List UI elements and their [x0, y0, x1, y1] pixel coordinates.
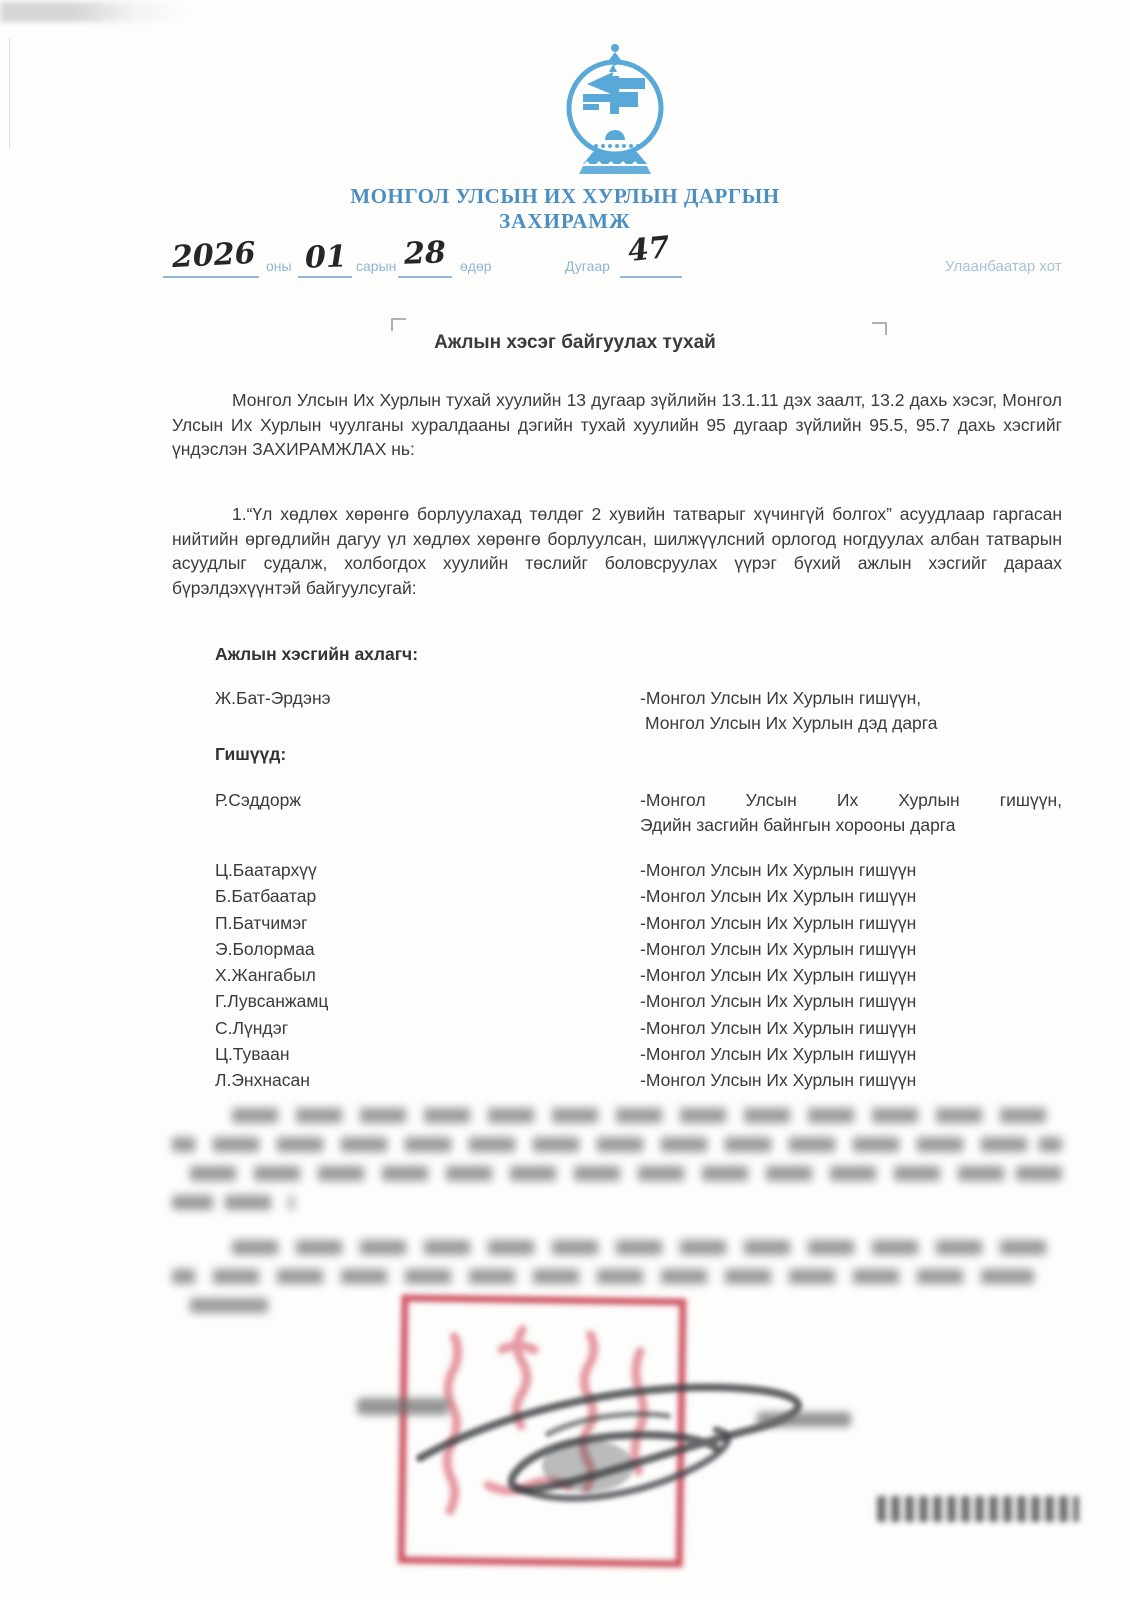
scan-smudge — [0, 2, 190, 22]
lead-heading: Ажлын хэсгийн ахлагч: — [215, 644, 419, 664]
member-role: -Монгол Улсын Их Хурлын гишүүн — [640, 965, 917, 986]
member-role: -Монгол Улсын Их Хурлын гишүүн — [640, 1044, 917, 1065]
member-row — [215, 860, 1062, 886]
member-role: -Монгол Улсын Их Хурлын гишүүн — [640, 1070, 917, 1091]
blurred-text-line — [232, 1240, 1062, 1255]
blurred-text-line — [172, 1137, 1062, 1152]
member-name: Э.Болормаа — [215, 938, 315, 959]
handwritten-month: 01 — [304, 239, 348, 276]
blurred-registry-number — [877, 1496, 1079, 1522]
document-title — [0, 184, 1130, 234]
mongolia-state-emblem-icon — [553, 40, 677, 182]
handwritten-number: 47 — [626, 229, 672, 270]
city-label: Улаанбаатар хот — [945, 258, 1062, 275]
scan-edge-artifact — [9, 38, 10, 148]
member-name: Ц.Туваан — [215, 1044, 290, 1065]
resolution-clause-2-blurred — [172, 1108, 1062, 1224]
member-row — [215, 1070, 1062, 1096]
member-name: Л.Энхнасан — [215, 1070, 310, 1091]
member-role: -Монгол Улсын Их Хурлын гишүүн — [640, 1017, 917, 1038]
member-row — [215, 965, 1062, 991]
paragraph-clause-1: 1.“Үл хөдлөх хөрөнгө борлуулахад төлдөг 2 хувийн татварыг хүчингүй болгох” асуудлаар гаргасан нийтийн өргөдлийн дагуу үл хөдлөх хөрөнгө борлуулсан, шилжүүлсний орлогод ногдуулах албан татварын асуудлыг судалж, холбогдох хуулийн төслийг боловсруулах үүрэг бүхий ажлын хэсгийг дараах бүрэлдэхүүнтэй байгуулсугай: — [172, 504, 1062, 598]
blurred-signer-name — [757, 1412, 851, 1427]
member-row — [215, 1044, 1062, 1070]
document-title-line2: ЗАХИРАМЖ — [499, 209, 631, 233]
member-role: -Монгол Улсын Их Хурлын гишүүн — [640, 860, 917, 880]
lead-name: Ж.Бат-Эрдэнэ — [215, 688, 331, 708]
members-heading: Гишүүд: — [215, 744, 287, 764]
member-role: -Монгол Улсын Их Хурлын гишүүн — [640, 886, 917, 907]
member-name: П.Батчимэг — [215, 912, 308, 933]
member-role: -Монгол Улсын Их Хурлын гишүүн — [640, 912, 917, 933]
paragraph-legal-basis: Монгол Улсын Их Хурлын тухай хуулийн 13 дугаар зүйлийн 13.1.11 дэх заалт, 13.2 дахь хэсэг, Монгол Улсын Их Хурлын чуулганы хуралдааны дэгийн тухай хуулийн 95 дугаар зүйлийн 95.5, 95.7 дахь хэсгийг үндэслэн ЗАХИРАМЖЛАХ нь: — [172, 390, 1062, 459]
number-label: Дугаар — [565, 258, 610, 274]
handwritten-signature-icon — [398, 1338, 850, 1538]
day-blank-line — [398, 276, 452, 278]
blurred-text-line — [172, 1195, 294, 1210]
lead-row — [215, 686, 1062, 736]
member-role: -Монгол Улсын Их Хурлын гишүүн — [640, 938, 917, 959]
member-name: Б.Батбаатар — [215, 886, 317, 907]
year-label: оны — [266, 258, 292, 274]
blurred-text-line — [232, 1108, 1062, 1123]
member-row — [215, 991, 1062, 1017]
document-title-line1: МОНГОЛ УЛСЫН ИХ ХУРЛЫН ДАРГЫН — [350, 184, 780, 208]
blurred-signer-title — [357, 1398, 449, 1415]
chair-name: Р.Сэддорж — [215, 790, 302, 810]
chair-role — [640, 788, 1062, 838]
blurred-text-line — [172, 1269, 1034, 1284]
member-row — [215, 1018, 1062, 1044]
member-name: Г.Лувсанжамц — [215, 991, 329, 1012]
crop-mark-left-icon — [391, 318, 406, 331]
chair-row — [215, 788, 1062, 838]
member-name: Ц.Баатархүү — [215, 860, 317, 880]
blurred-text-line — [172, 1166, 1062, 1181]
blurred-text-line — [172, 1298, 268, 1313]
subject-title: Ажлын хэсэг байгуулах тухай — [434, 332, 716, 353]
day-label: өдөр — [460, 258, 492, 274]
handwritten-day: 28 — [403, 235, 447, 272]
member-row — [215, 886, 1062, 912]
lead-role — [640, 686, 1062, 736]
member-role: -Монгол Улсын Их Хурлын гишүүн — [640, 991, 917, 1012]
chair-role-line1: -Монгол Улсын Их Хурлын гишүүн, — [640, 790, 1062, 810]
lead-role-line1: -Монгол Улсын Их Хурлын гишүүн, — [640, 688, 922, 708]
year-blank-line — [163, 276, 259, 278]
month-label: сарын — [356, 258, 397, 274]
member-name: С.Лүндэг — [215, 1017, 289, 1038]
chair-role-line2: Эдийн засгийн байнгын хорооны дарга — [640, 815, 956, 835]
handwritten-year: 2026 — [171, 235, 257, 276]
month-blank-line — [298, 276, 352, 278]
number-blank-line — [620, 276, 682, 278]
members-list — [215, 860, 1062, 1097]
member-row — [215, 913, 1062, 939]
member-row — [215, 939, 1062, 965]
member-name: Х.Жангабыл — [215, 965, 316, 986]
lead-role-line2: Монгол Улсын Их Хурлын дэд дарга — [645, 713, 938, 733]
